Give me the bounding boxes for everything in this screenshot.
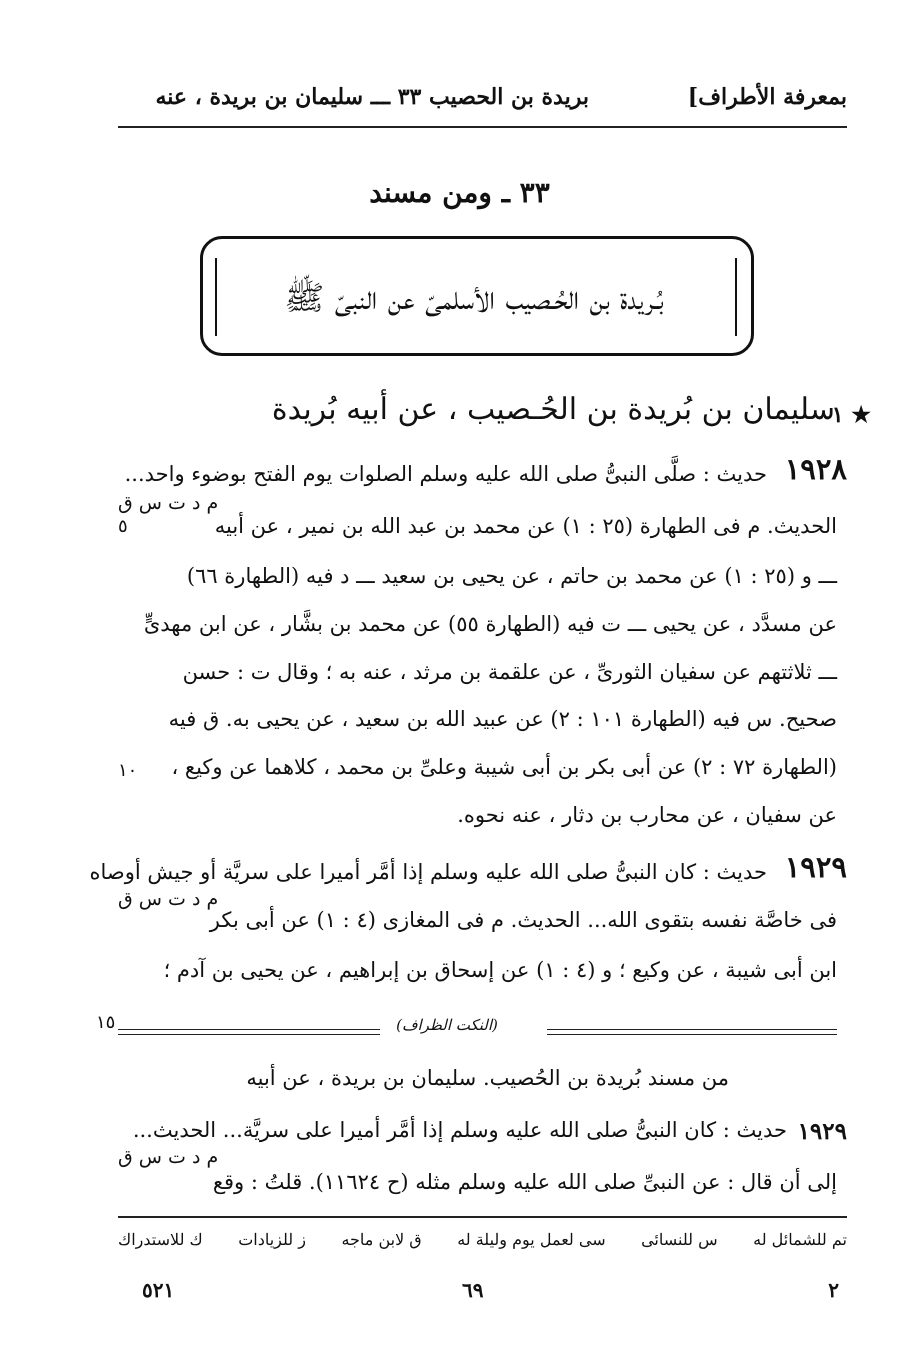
footer-volume-number: ٢ bbox=[828, 1278, 839, 1302]
hadith-1928-line-3: ـــ و (٢٥ : ١) عن محمد بن حاتم ، عن يحيى بن سعيد ـــ د فيه (الطهارة ٦٦) bbox=[186, 564, 837, 588]
hadith-1928-line-7: (الطهارة ٧٢ : ٢) عن أبى بكر بن أبى شيبة وعلىِّ بن محمد ، كلاهما عن وكيع ، bbox=[171, 755, 837, 779]
footnote-rule bbox=[118, 1216, 847, 1218]
companion-title: بُـريدة بن الحُـصيب الأسلمىّ عن النبىّ ﷺ bbox=[284, 278, 664, 317]
running-header-right: بمعرفة الأطراف] bbox=[687, 84, 847, 110]
hadith-1928-line-4: عن مسدَّد ، عن يحيى ـــ ت فيه (الطهارة ٥٥) عن محمد بن بشَّار ، عن ابن مهدىٍّ bbox=[143, 612, 837, 636]
section-title: ٣٣ ـ ومن مسند bbox=[369, 176, 550, 209]
abbrev-item: ك للاستدراك bbox=[118, 1230, 203, 1249]
hadith-1928-line-5: ـــ ثلاثتهم عن سفيان الثورىِّ ، عن علقمة بن مرثد ، عنه به ؛ وقال ت : حسن bbox=[182, 660, 837, 684]
hadith-1928-line-6: صحيح. س فيه (الطهارة ١٠١ : ٢) عن عبيد الله بن سعيد ، عن يحيى به. ق فيه bbox=[168, 707, 837, 731]
hadith-1928-line-2: الحديث. م فى الطهارة (٢٥ : ١) عن محمد بن عبد الله بن نمير ، عن أبيه bbox=[214, 514, 837, 538]
hadith-1928-line-1: حديث : صلَّى النبىُّ صلى الله عليه وسلم الصلوات يوم الفتح بوضوء واحد... bbox=[124, 462, 767, 486]
abbreviation-key bbox=[118, 1230, 847, 1249]
hadith-1928-sigla: م د ت س ق bbox=[118, 492, 219, 514]
hadith-1929-sigla: م د ت س ق bbox=[118, 888, 219, 910]
separator-rule-left bbox=[118, 1029, 380, 1035]
nukat-label: (النكت الظراف) bbox=[396, 1016, 498, 1034]
nukat-hadith-number: ١٩٢٩ bbox=[797, 1118, 847, 1145]
footer-page-center: ٦٩ bbox=[462, 1278, 484, 1302]
margin-line-number-15: ١٥ bbox=[96, 1012, 116, 1033]
hadith-1928-line-8: عن سفيان ، عن محارب بن دثار ، عنه نحوه. bbox=[457, 803, 837, 827]
abbrev-item: ق لابن ماجه bbox=[341, 1230, 422, 1249]
entry-marker: ١ ★ bbox=[831, 402, 871, 428]
nukat-sigla: م د ت س ق bbox=[118, 1146, 219, 1168]
margin-line-number-10: ١٠ bbox=[118, 760, 138, 781]
nukat-line-2: إلى أن قال : عن النبىِّ صلى الله عليه وسلم مثله (ح ١١٦٢٤). قلتُ : وقع bbox=[212, 1170, 837, 1194]
hadith-1929-line-1: حديث : كان النبىُّ صلى الله عليه وسلم إذا أمَّر أميرا على سريَّة أو جيش أوصاه bbox=[89, 860, 767, 884]
abbrev-item: س للنسائى bbox=[641, 1230, 718, 1249]
margin-line-number-5: ٥ bbox=[118, 516, 128, 537]
footer-page-number: ٥٢١ bbox=[142, 1278, 175, 1302]
hadith-1929-line-2: فى خاصَّة نفسه بتقوى الله... الحديث. م فى المغازى (٤ : ١) عن أبى بكر bbox=[209, 908, 837, 932]
separator-rule-right bbox=[547, 1029, 837, 1035]
running-header-center: بريدة بن الحصيب ٣٣ ـــ سليمان بن بريدة ، عنه bbox=[155, 84, 589, 110]
abbrev-item: سى لعمل يوم وليلة له bbox=[457, 1230, 606, 1249]
hadith-number-1928: ١٩٢٨ bbox=[784, 452, 847, 486]
nukat-heading: من مسند بُريدة بن الحُصيب. سليمان بن بريدة ، عن أبيه bbox=[246, 1066, 729, 1090]
nukat-separator bbox=[118, 1016, 837, 1040]
hadith-number-1929: ١٩٢٩ bbox=[784, 850, 847, 884]
entry-heading: سليمان بن بُريدة بن الحُـصيب ، عن أبيه بُريدة bbox=[271, 392, 835, 427]
abbrev-item: تم للشمائل له bbox=[753, 1230, 847, 1249]
header-rule bbox=[118, 126, 847, 128]
hadith-1929-line-3: ابن أبى شيبة ، عن وكيع ؛ و (٤ : ١) عن إسحاق بن إبراهيم ، عن يحيى بن آدم ؛ bbox=[163, 958, 837, 982]
abbrev-item: ز للزيادات bbox=[238, 1230, 306, 1249]
nukat-line-1: حديث : كان النبىُّ صلى الله عليه وسلم إذا أمَّر أميرا على سريَّة... الحديث... bbox=[132, 1118, 787, 1142]
